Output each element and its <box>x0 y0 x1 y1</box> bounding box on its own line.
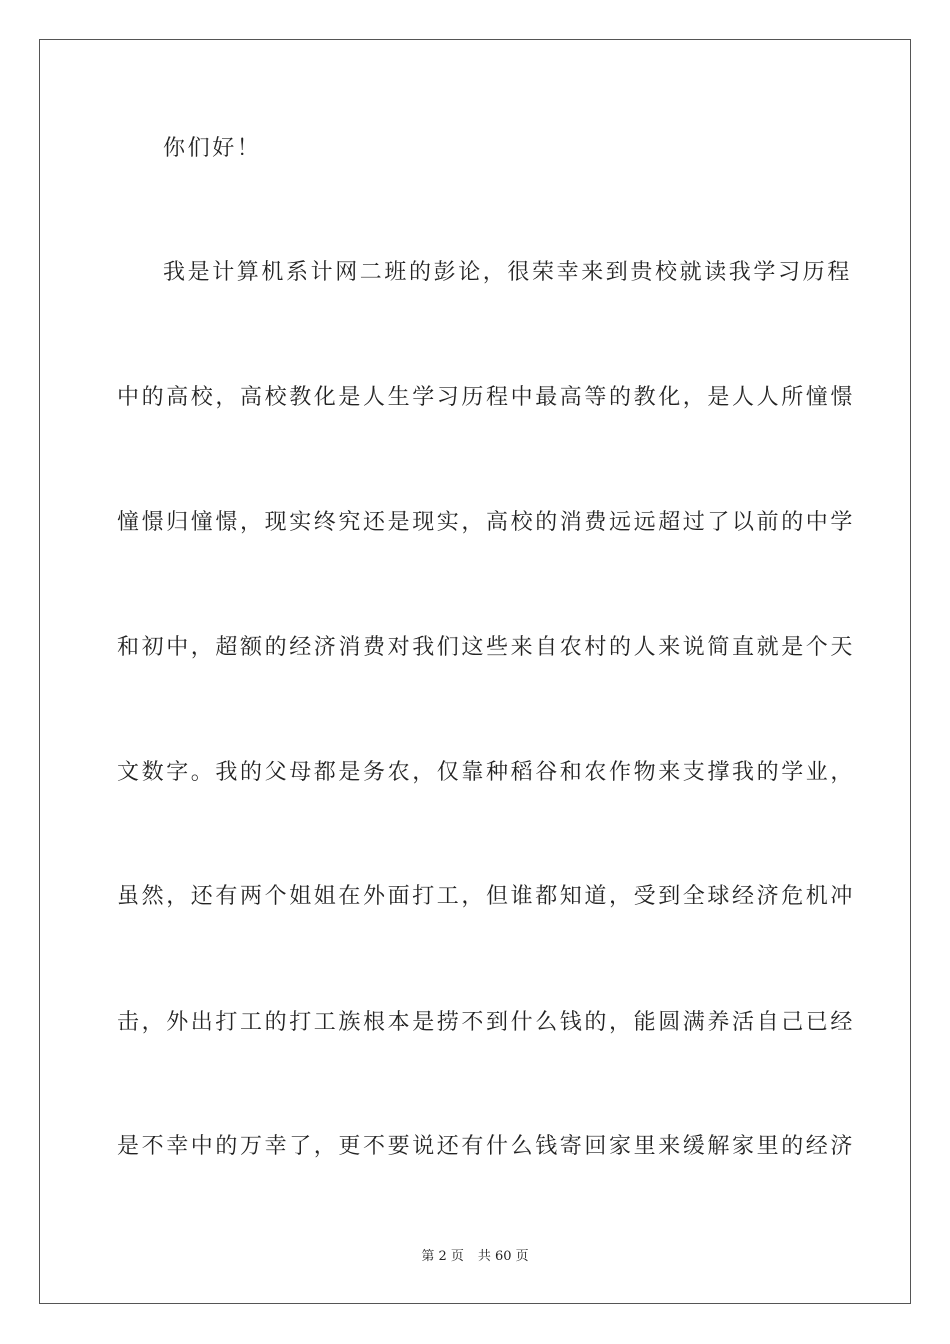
page-border <box>39 39 911 1304</box>
paragraph-line-6: 虽然，还有两个姐姐在外面打工，但谁都知道，受到全球经济危机冲 <box>117 884 856 909</box>
page-number: 第 2 页 <box>421 1249 464 1264</box>
page-footer <box>0 1248 950 1266</box>
paragraph-line-4: 和初中，超额的经济消费对我们这些来自农村的人来说简直就是个天 <box>117 635 856 660</box>
paragraph-line-8: 是不幸中的万幸了，更不要说还有什么钱寄回家里来缓解家里的经济 <box>117 1134 856 1159</box>
paragraph-line-1: 我是计算机系计网二班的彭论，很荣幸来到贵校就读我学习历程 <box>163 260 852 285</box>
paragraph-line-3: 憧憬归憧憬，现实终究还是现实，高校的消费远远超过了以前的中学 <box>117 510 856 535</box>
total-pages: 共 60 页 <box>477 1249 529 1264</box>
paragraph-line-5: 文数字。我的父母都是务农，仅靠种稻谷和农作物来支撑我的学业， <box>117 760 856 785</box>
paragraph-line-7: 击，外出打工的打工族根本是捞不到什么钱的，能圆满养活自己已经 <box>117 1010 856 1035</box>
paragraph-line-2: 中的高校，高校教化是人生学习历程中最高等的教化，是人人所憧憬 <box>117 385 856 410</box>
greeting-text: 你们好！ <box>163 136 262 161</box>
